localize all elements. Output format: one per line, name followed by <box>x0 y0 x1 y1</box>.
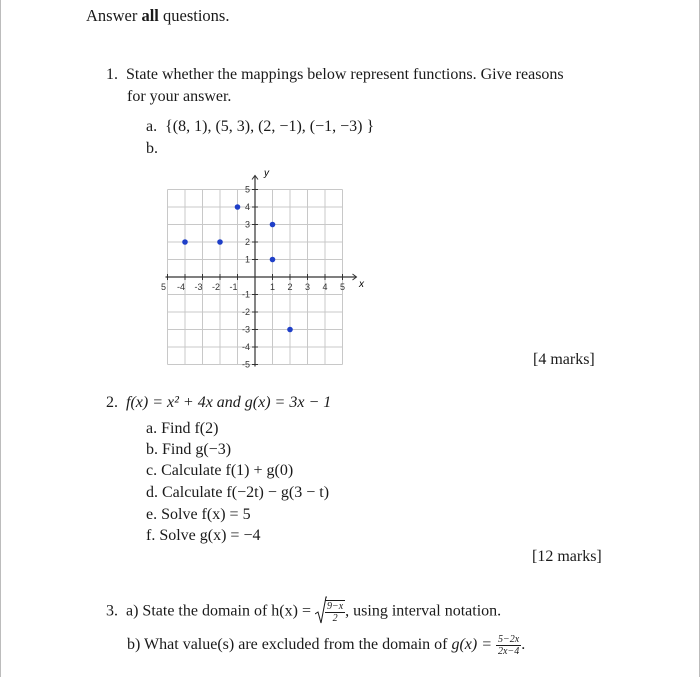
question-1-marks: [4 marks] <box>533 351 595 368</box>
x-tick-label: -2 <box>211 282 221 292</box>
question-2-part: c. Calculate f(1) + g(0) <box>146 462 294 479</box>
mapping-set: {(8, 1), (5, 3), (2, −1), (−1, −3) } <box>165 118 375 135</box>
y-tick-label: -3 <box>241 324 250 335</box>
y-tick-label: -5 <box>241 359 250 370</box>
question-number: 2. <box>106 394 118 411</box>
x-tick-label: 2 <box>287 282 293 292</box>
x-tick-label: 1 <box>269 282 276 292</box>
question-2-part: f. Solve g(x) = −4 <box>146 527 261 544</box>
page-left-border <box>0 0 1 677</box>
y-tick-label: 1 <box>244 254 250 265</box>
instructions: Answer all questions. <box>86 6 230 25</box>
x-tick-label: 4 <box>322 282 328 292</box>
y-tick-label: -2 <box>241 307 250 317</box>
radical-sign-icon <box>315 596 327 624</box>
data-point <box>270 257 276 263</box>
y-tick-label: -1 <box>241 289 250 300</box>
data-point <box>217 239 223 245</box>
x-tick-label: 5 <box>339 282 346 292</box>
y-tick-label: 5 <box>244 184 250 195</box>
data-point <box>270 222 276 228</box>
question-2-part: d. Calculate f(−2t) − g(3 − t) <box>146 484 330 501</box>
y-tick-label: 4 <box>244 202 250 212</box>
data-point <box>287 327 293 333</box>
question-2-part: b. Find g(−3) <box>146 441 232 458</box>
fraction: $\frac{9-x}{2}$ <box>326 601 344 624</box>
x-axis-label: x <box>359 279 364 290</box>
question-1b-label: b. <box>146 140 158 157</box>
y-tick-label: 3 <box>244 219 250 230</box>
x-tick-label: -3 <box>194 282 203 292</box>
data-point <box>235 204 241 210</box>
question-number: 1. <box>106 66 118 83</box>
data-point <box>182 239 188 245</box>
x-tick-label: 5 <box>160 282 167 292</box>
y-tick-label: 2 <box>244 237 250 247</box>
question-1-line1: 1. State whether the mappings below represent functions. Give reasons <box>106 66 564 83</box>
question-2-marks: [12 marks] <box>532 548 602 565</box>
question-2-part: a. Find f(2) <box>146 420 219 437</box>
y-tick-label: -4 <box>241 342 250 352</box>
question-2-part: e. Solve f(x) = 5 <box>146 506 251 523</box>
y-axis-label: y <box>264 168 269 179</box>
question-number: 3. <box>106 602 118 620</box>
question-3b: b) What value(s) are excluded from the domain of g(x) = $\frac{5-2x}{2x-4}$ . <box>127 634 526 657</box>
fraction: $\frac{5-2x}{2x-4}$ <box>498 634 520 657</box>
x-tick-label: -1 <box>229 282 238 292</box>
question-3a: 3. a) State the domain of h(x) = $\frac{9-x}{2}$ , using interval notation. <box>106 600 501 624</box>
square-root-expression <box>315 600 345 624</box>
x-tick-label: 3 <box>304 282 311 292</box>
question-2-definition: 2. f(x) = x² + 4x and g(x) = 3x − 1 <box>106 394 332 411</box>
question-1a: a. {(8, 1), (5, 3), (2, −1), (−1, −3) } <box>146 118 375 135</box>
coordinate-graph <box>160 160 370 370</box>
x-tick-label: -4 <box>176 282 186 292</box>
question-1-line2: for your answer. <box>127 88 232 105</box>
